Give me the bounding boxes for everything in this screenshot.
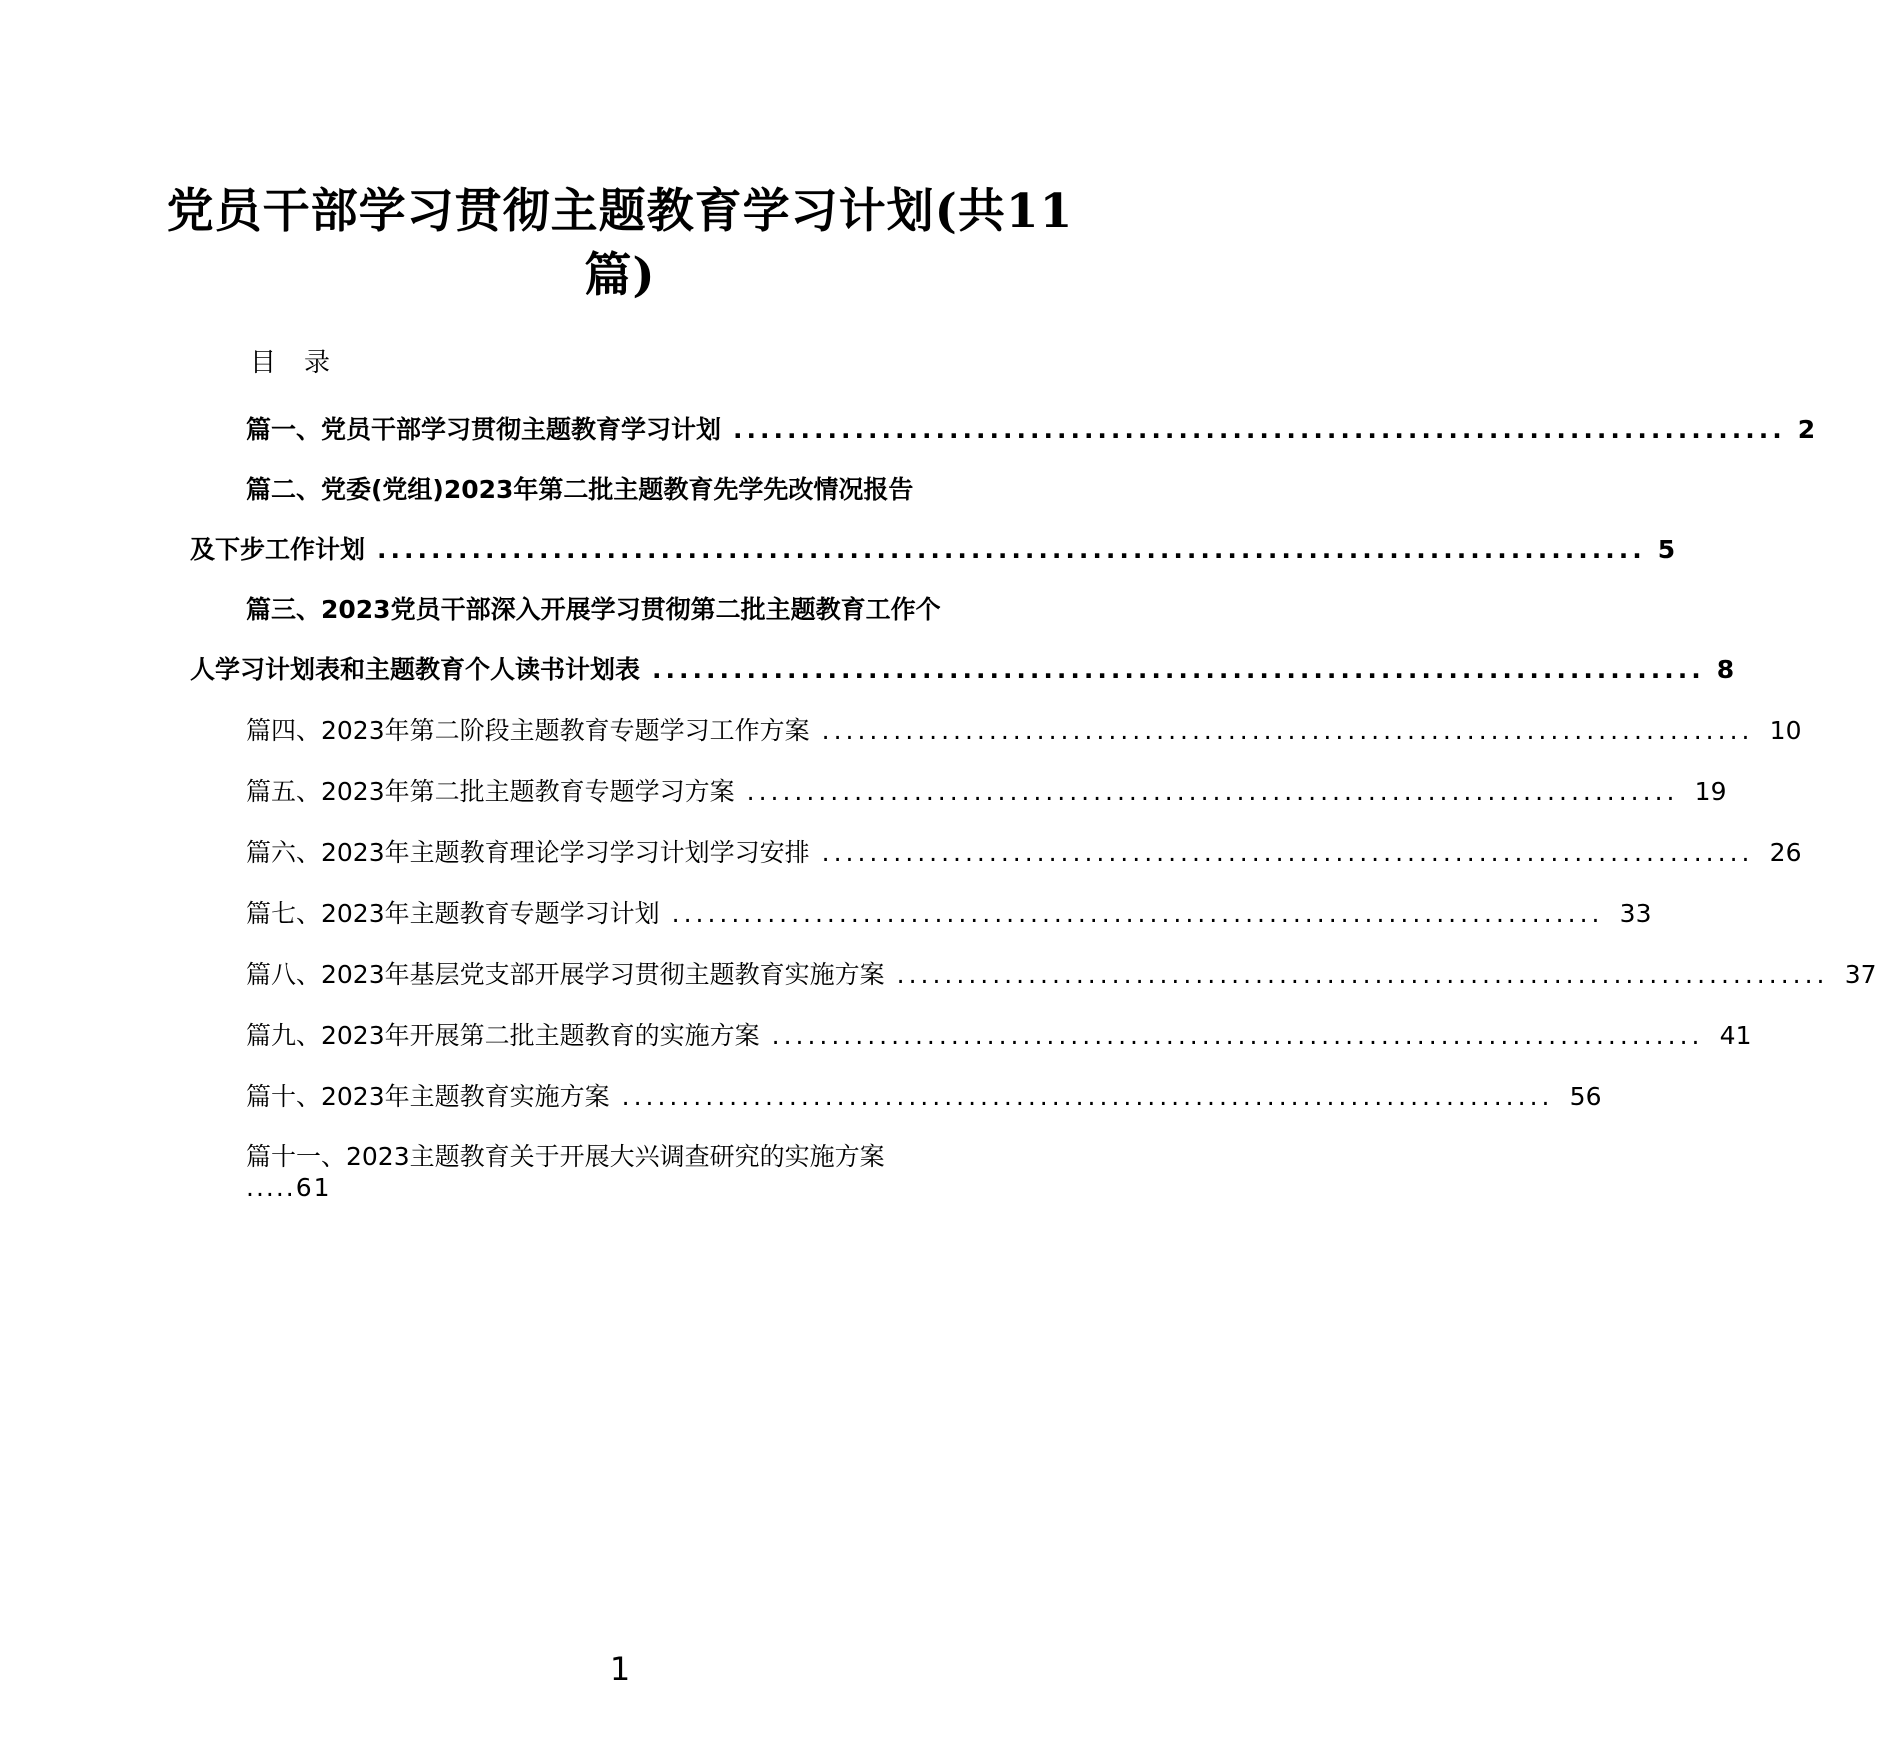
document-title — [150, 180, 1090, 308]
toc-entry-7[interactable] — [190, 883, 1652, 944]
toc-entry-page: 10 — [1769, 716, 1802, 745]
toc-entry-page: 41 — [1719, 1021, 1752, 1050]
toc-entry-label: 篇十一、2023主题教育关于开展大兴调查研究的实施方案 — [246, 1142, 885, 1171]
toc-leader-dots: .............................................................................. — [821, 838, 1754, 867]
toc-entry-label: 篇七、2023年主题教育专题学习计划 — [246, 899, 660, 928]
toc-leader-dots: .............................................................................. — [671, 899, 1604, 928]
toc-entry-label: 篇六、2023年主题教育理论学习学习计划学习安排 — [246, 838, 810, 867]
page-number: 1 — [609, 1650, 631, 1688]
toc-leader-dots: .............................................................................. — [821, 716, 1754, 745]
toc-entry-label-line-1: 篇三、2023党员干部深入开展学习贯彻第二批主题教育工作个 — [246, 595, 941, 624]
toc-heading-char: 目 — [250, 348, 277, 378]
toc-leader-dots: .............................................................................. — [896, 960, 1829, 989]
toc-leader-dots: .............................................................................. — [621, 1082, 1554, 1111]
toc-entry-page: .....61 — [246, 1173, 332, 1202]
toc-leader-dots: .............................................................................. — [746, 777, 1679, 806]
toc-entry-label: 篇八、2023年基层党支部开展学习贯彻主题教育实施方案 — [246, 960, 885, 989]
toc-entry-label: 篇五、2023年第二批主题教育专题学习方案 — [246, 777, 735, 806]
document-title-line-1: 党员干部学习贯彻主题教育学习计划(共11 — [166, 184, 1074, 239]
toc-leader-dots: .............................................................................. — [771, 1021, 1704, 1050]
toc-entry-8[interactable] — [190, 944, 1877, 1005]
toc-entry-10[interactable] — [190, 1066, 1602, 1127]
toc-entry-4[interactable] — [190, 700, 1802, 761]
toc-entry-3[interactable] — [190, 580, 1735, 700]
toc-heading-char: 录 — [304, 348, 331, 378]
toc-entry-11[interactable] — [190, 1139, 1050, 1201]
toc-entry-label: 篇十、2023年主题教育实施方案 — [246, 1082, 610, 1111]
toc-entry-page: 19 — [1694, 777, 1727, 806]
toc-leader-dots: .............................................................................. — [652, 655, 1705, 684]
toc-entry-1[interactable] — [190, 400, 1816, 460]
toc-entry-label: 篇九、2023年开展第二批主题教育的实施方案 — [246, 1021, 760, 1050]
toc-entry-9[interactable] — [190, 1005, 1752, 1066]
toc-entry-page: 26 — [1769, 838, 1802, 867]
toc-entry-page: 56 — [1569, 1082, 1602, 1111]
toc-entry-label: 篇一、党员干部学习贯彻主题教育学习计划 — [246, 415, 722, 444]
toc-entry-label: 及下步工作计划 — [190, 535, 366, 564]
toc-leader-dots: .............................................................................. — [733, 415, 1786, 444]
toc-entry-page: 33 — [1619, 899, 1652, 928]
toc-entry-label-line-1: 篇二、党委(党组)2023年第二批主题教育先学先改情况报告 — [246, 475, 914, 504]
toc-entry-page: 2 — [1797, 415, 1816, 444]
toc-entry-page: 8 — [1716, 655, 1735, 684]
table-of-contents — [190, 400, 1877, 1202]
toc-entry-label: 人学习计划表和主题教育个人读书计划表 — [190, 655, 641, 684]
toc-entry-page: 37 — [1844, 960, 1877, 989]
toc-entry-2[interactable] — [190, 460, 1676, 580]
toc-heading — [250, 346, 330, 380]
document-title-line-2: 篇) — [584, 248, 656, 303]
toc-leader-dots: .............................................................................................. — [377, 535, 1646, 564]
toc-entry-5[interactable] — [190, 761, 1727, 822]
toc-entry-6[interactable] — [190, 822, 1802, 883]
toc-entry-page: 5 — [1657, 535, 1676, 564]
toc-entry-label: 篇四、2023年第二阶段主题教育专题学习工作方案 — [246, 716, 810, 745]
